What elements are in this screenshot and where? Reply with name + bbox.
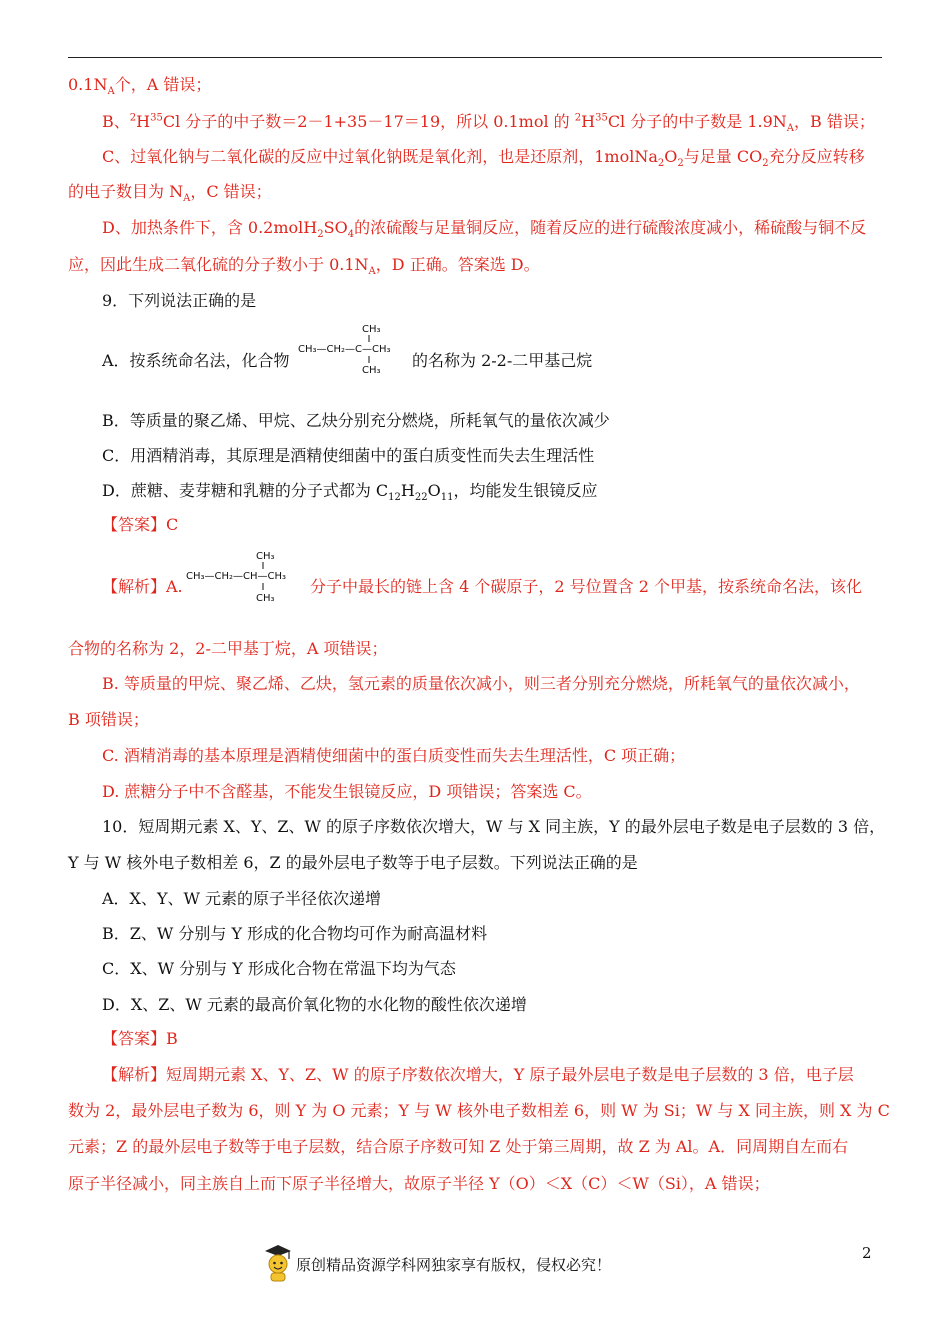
formula-chain: CH₃—CH₂—CH—CH₃: [186, 571, 287, 582]
text-run: ，D 正确。答案选 D。: [375, 255, 540, 274]
explanation-line: [68, 254, 884, 276]
text-run: D．X、Z、W 元素的最高价氧化物的水化物的酸性依次递增: [102, 995, 527, 1014]
text-run: O: [664, 147, 678, 166]
text-run: H: [581, 112, 596, 131]
text-run: Cl 分子的中子数＝2－1+35－17＝19，所以 0.1mol 的: [162, 112, 575, 131]
explanation-line: [68, 1100, 890, 1122]
explanation-line: [102, 745, 918, 767]
question-9-option-c: [102, 445, 918, 467]
text-run: 充分反应转移: [768, 147, 865, 166]
question-10-option-c: [102, 958, 918, 980]
question-10-answer: [102, 1028, 918, 1050]
text-run: C．用酒精消毒，其原理是酒精使细菌中的蛋白质变性而失去生理活性: [102, 446, 595, 465]
text-run: 个，A 错误；: [114, 75, 212, 94]
text-run: A: [183, 193, 191, 205]
explanation-line: [102, 146, 918, 168]
explanation-line: [68, 709, 884, 731]
question-9-answer: [102, 514, 918, 536]
text-run: 35: [595, 112, 608, 124]
text-run: 的电子数目为 N: [68, 182, 184, 201]
text-run: 的浓硫酸与足量铜反应，随着反应的进行硫酸浓度减小，稀硫酸与铜不反: [354, 218, 867, 237]
text-run: 原子半径减小，同主族自上而下原子半径增大，故原子半径 Y（O）＜X（C）＜W（Si），A 错误；: [68, 1174, 770, 1193]
text-run: A: [368, 266, 376, 278]
question-9-stem: [102, 290, 918, 312]
question-10-option-a: [102, 888, 918, 910]
text-run: B．等质量的聚乙烯、甲烷、乙炔分别充分燃烧，所耗氧气的量依次减少: [102, 411, 610, 430]
text-run: 应，因此生成二氧化硫的分子数小于 0.1N: [68, 255, 369, 274]
text-run: D、加热条件下，含 0.2molH: [102, 218, 318, 237]
text-run: 【答案】C: [102, 515, 179, 534]
text-run: 35: [150, 112, 163, 124]
text-run: O: [427, 481, 441, 500]
text-run: 【答案】B: [102, 1029, 178, 1048]
explanation-line: [68, 638, 884, 660]
text-run: 2: [657, 158, 665, 170]
explanation-line: [102, 673, 918, 695]
question-10-stem: [68, 852, 884, 874]
header-rule: [68, 57, 882, 58]
text-run: 10．短周期元素 X、Y、Z、W 的原子序数依次增大，W 与 X 同主族，Y 的最外层电子数是电子层数的 3 倍，: [102, 817, 886, 836]
text-run: 【解析】短周期元素 X、Y、Z、W 的原子序数依次增大，Y 原子最外层电子数是电子层数的 3 倍，电子层: [102, 1065, 854, 1084]
question-9-option-d: [102, 480, 918, 502]
text-run: 与足量 CO: [683, 147, 763, 166]
text-run: 合物的名称为 2，2-二甲基丁烷，A 项错误；: [68, 639, 388, 658]
formula-top-methyl: CH₃: [362, 324, 381, 335]
text-run: 4: [347, 229, 355, 241]
text-run: ，B 错误；: [794, 112, 875, 131]
question-10-option-d: [102, 994, 918, 1016]
text-run: 【解析】A.: [102, 577, 183, 596]
text-run: 2: [129, 112, 137, 124]
text-run: 元素；Z 的最外层电子数等于电子层数，结合原子序数可知 Z 处于第三周期，故 Z 为 Al。A．同周期自左而右: [68, 1137, 849, 1156]
text-run: A: [786, 123, 795, 135]
question-9-option-a: [102, 320, 918, 376]
text-run: B 项错误；: [68, 710, 149, 729]
formula-top-methyl: CH₃: [256, 551, 275, 562]
text-run: 数为 2，最外层电子数为 6，则 Y 为 O 元素；Y 与 W 核外电子数相差 6，则 W 为 Si；W 与 X 同主族，则 X 为 C: [68, 1101, 890, 1120]
text-run: 2: [677, 158, 684, 170]
explanation-line: [68, 74, 884, 96]
text-run: 2: [574, 112, 582, 124]
text-run: C．X、W 分别与 Y 形成化合物在常温下均为气态: [102, 959, 456, 978]
text-run: 的名称为 2-2-二甲基己烷: [412, 351, 593, 370]
formula-bottom-methyl: CH₃: [362, 365, 381, 376]
text-run: 分子中最长的链上含 4 个碳原子，2 号位置含 2 个甲基，按系统命名法，该化: [310, 577, 862, 596]
text-run: A．按系统命名法，化合物: [102, 351, 290, 370]
explanation-line: [102, 111, 918, 133]
explanation-line: [68, 181, 884, 203]
text-run: B、: [102, 112, 130, 131]
text-run: H: [136, 112, 151, 131]
text-run: A: [107, 86, 115, 98]
text-run: B. 等质量的甲烷、聚乙烯、乙炔，氢元素的质量依次减小，则三者分别充分燃烧，所耗氧气的量依次减小，: [102, 674, 860, 693]
text-run: D. 蔗糖分子中不含醛基，不能发生银镜反应，D 项错误；答案选 C。: [102, 782, 592, 801]
explanation-line: [102, 1064, 918, 1086]
text-run: ，均能发生银镜反应: [453, 481, 598, 500]
text-run: C. 酒精消毒的基本原理是酒精使细菌中的蛋白质变性而失去生理活性，C 项正确；: [102, 746, 686, 765]
question-9-explanation: [102, 546, 918, 606]
text-run: B．Z、W 分别与 Y 形成的化合物均可作为耐高温材料: [102, 924, 488, 943]
explanation-line: [68, 1136, 884, 1158]
copyright-notice: 原创精品资源学科网独家享有版权，侵权必究！: [296, 1256, 612, 1274]
text-run: 2: [762, 158, 769, 170]
text-run: 0.1N: [68, 75, 108, 94]
text-run: D．蔗糖、麦芽糖和乳糖的分子式都为 C: [102, 481, 389, 500]
question-10-option-b: [102, 923, 918, 945]
text-run: Y 与 W 核外电子数相差 6，Z 的最外层电子数等于电子层数。下列说法正确的是: [68, 853, 638, 872]
text-run: 9．下列说法正确的是: [102, 291, 257, 310]
text-run: C、过氧化钠与二氧化碳的反应中过氧化钠既是氧化剂，也是还原剂，1molNa: [102, 147, 658, 166]
mascot-icon: [262, 1244, 294, 1282]
text-run: 2: [317, 229, 324, 241]
text-run: 11: [440, 492, 454, 504]
formula-bottom-methyl: CH₃: [256, 593, 275, 604]
explanation-line: [102, 217, 918, 239]
page-number: 2: [862, 1244, 872, 1262]
formula-chain: CH₃—CH₂—C—CH₃: [298, 344, 391, 355]
explanation-line: [68, 1173, 884, 1195]
text-run: ，C 错误；: [190, 182, 272, 201]
footer: [262, 1244, 682, 1284]
text-run: SO: [323, 218, 348, 237]
text-run: Cl 分子的中子数是 1.9N: [607, 112, 787, 131]
explanation-line: [102, 781, 918, 803]
structural-formula: [298, 320, 412, 376]
text-run: H: [400, 481, 415, 500]
question-9-option-b: [102, 410, 918, 432]
text-run: A．X、Y、W 元素的原子半径依次递增: [102, 889, 382, 908]
text-run: 22: [414, 492, 428, 504]
text-run: 12: [388, 492, 401, 504]
structural-formula: [186, 546, 310, 606]
question-10-stem: [102, 816, 918, 838]
